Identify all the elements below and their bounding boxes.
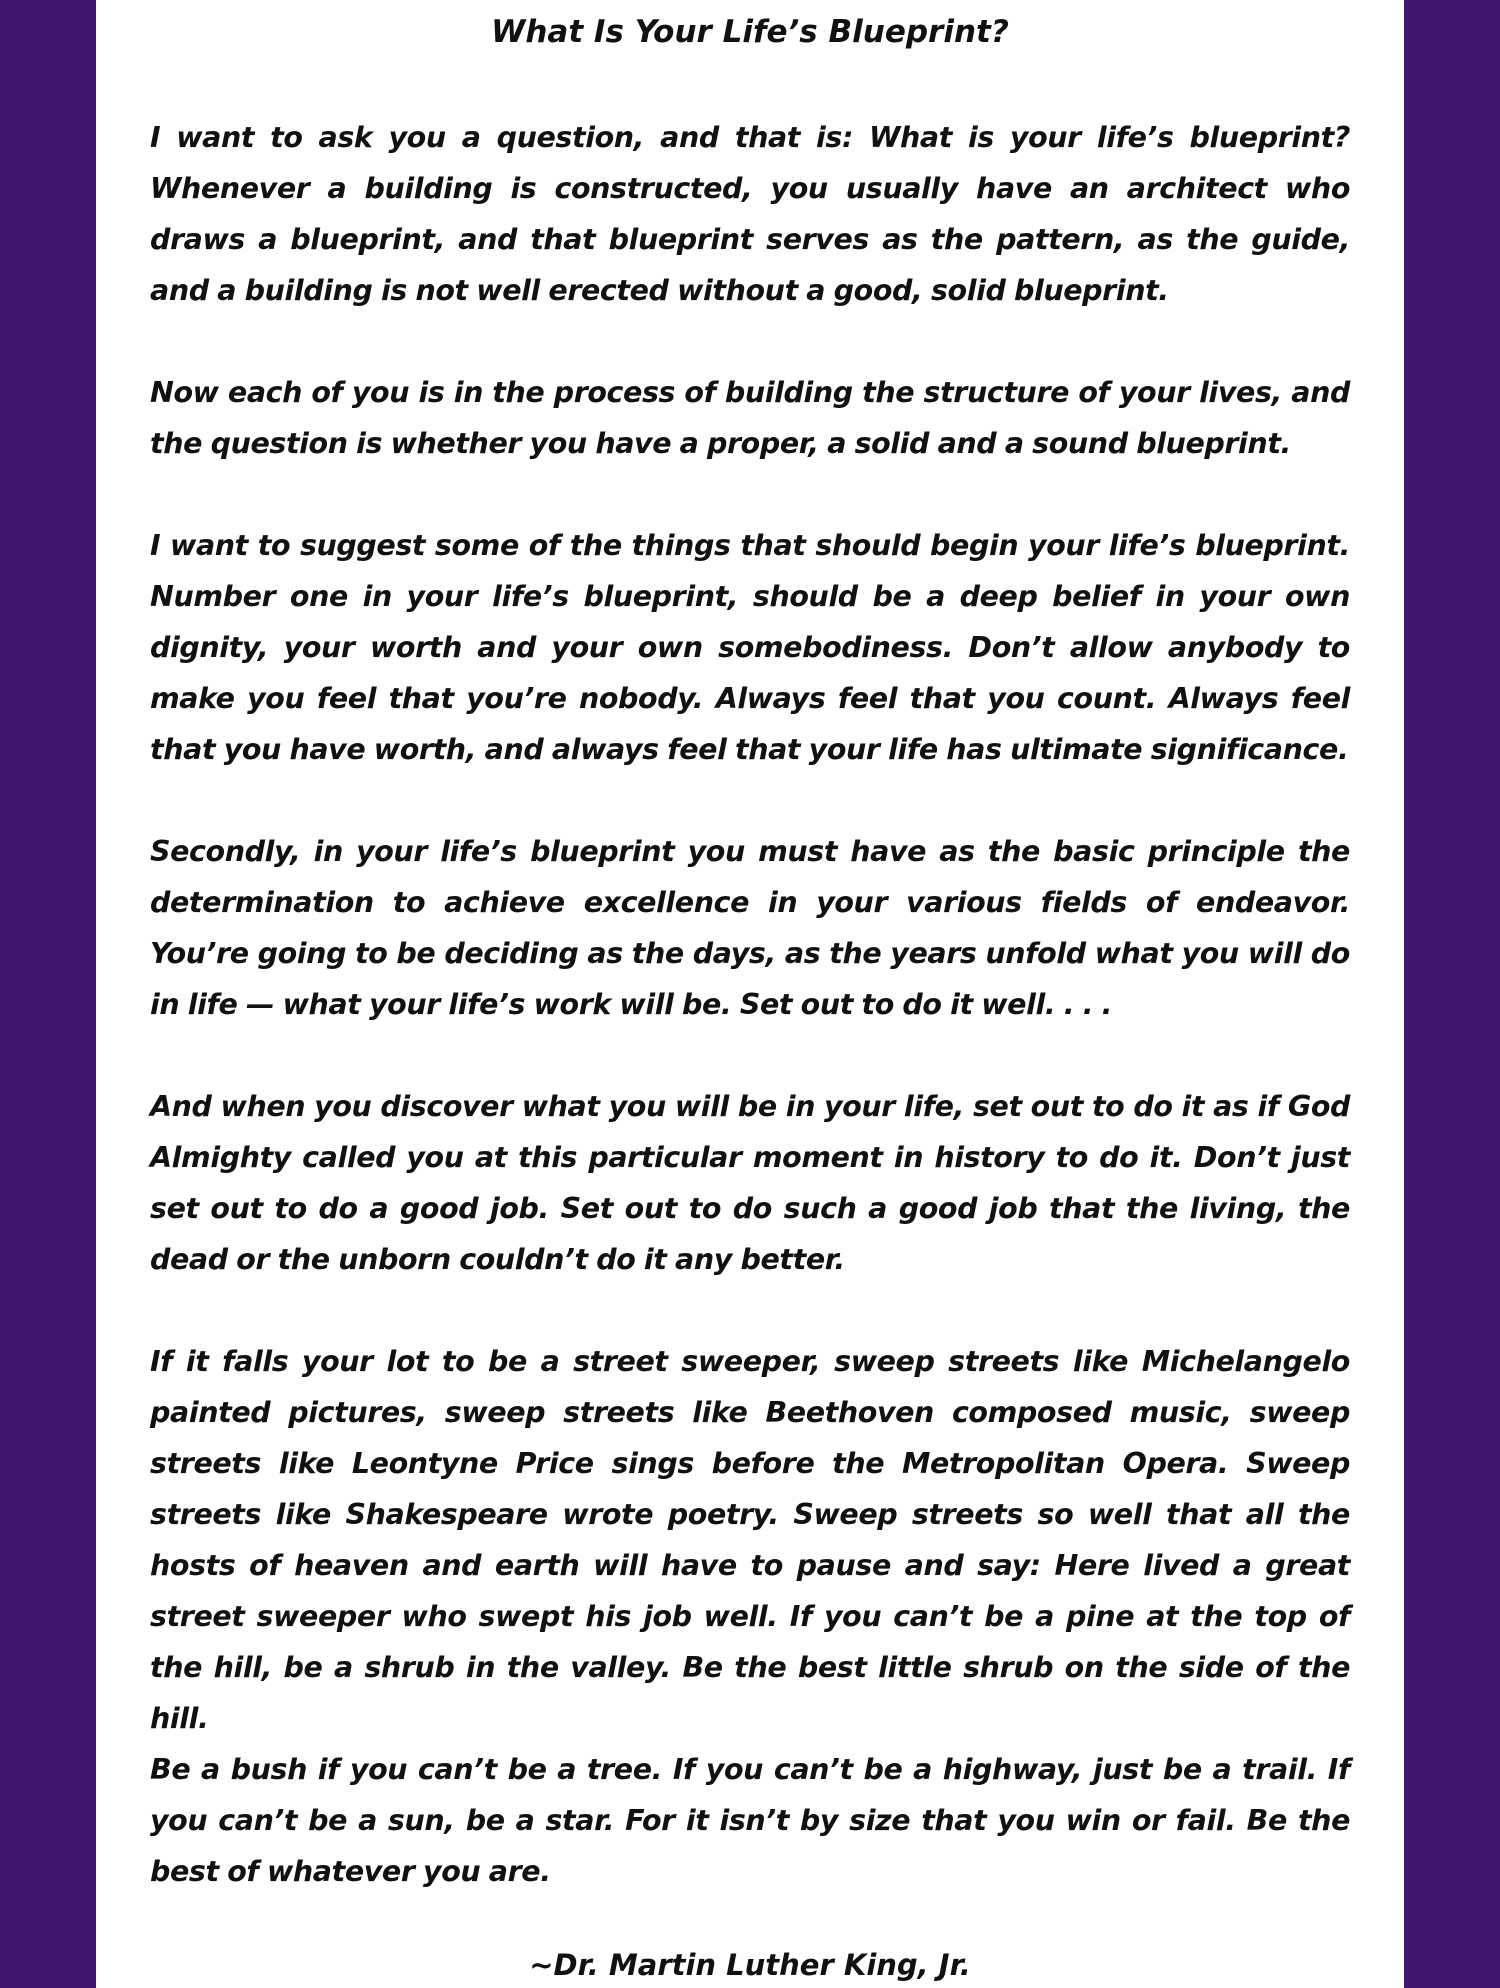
paragraph-2: Now each of you is in the process of building the structure of your lives, and the question is whether you have a proper, a solid and a sound blueprint. [150,376,1350,460]
document-title: What Is Your Life’s Blueprint? [491,14,1009,50]
paragraph-4: Secondly, in your life’s blueprint you must have as the basic principle the determination to achieve excellence in your various fields of endeavor. You’re going to be deciding as the days, as the years unfold what you will do in life — what your life’s work will be. Set out to do it well. . . . [150,835,1350,1021]
document-page [96,0,1404,1988]
paragraph-6: If it falls your lot to be a street sweeper, sweep streets like Michelangelo painted pictures, sweep streets like Beethoven composed music, sweep streets like Leontyne Price sings before the Metropolitan Opera. Sweep streets like Shakespeare wrote poetry. Sweep streets so well that all the hosts of heaven and earth will have to pause and say: Here lived a great street sweeper who swept his job well. If you can’t be a pine at the top of the hill, be a shrub in the valley. Be the best little shrub on the side of the hill. [150,1345,1350,1735]
attribution: ~Dr. Martin Luther King, Jr. [529,1948,971,1982]
paragraph-7: Be a bush if you can’t be a tree. If you can’t be a highway, just be a trail. If you can’t be a sun, be a star. For it isn’t by size that you win or fail. Be the best of whatever you are. [150,1753,1350,1888]
paragraph-3: I want to suggest some of the things that should begin your life’s blueprint. Number one in your life’s blueprint, should be a deep belief in your own dignity, your worth and your own somebodiness. Don’t allow anybody to make you feel that you’re nobody. Always feel that you count. Always feel that you have worth, and always feel that your life has ultimate significance. [150,529,1350,766]
paragraph-5: And when you discover what you will be in your life, set out to do it as if God Almighty called you at this particular moment in history to do it. Don’t just set out to do a good job. Set out to do such a good job that the living, the dead or the unborn couldn’t do it any better. [150,1090,1350,1276]
paragraph-1: I want to ask you a question, and that is: What is your life’s blueprint? Whenever a building is constructed, you usually have an architect who draws a blueprint, and that blueprint serves as the pattern, as the guide, and a building is not well erected without a good, solid blueprint. [150,121,1350,307]
